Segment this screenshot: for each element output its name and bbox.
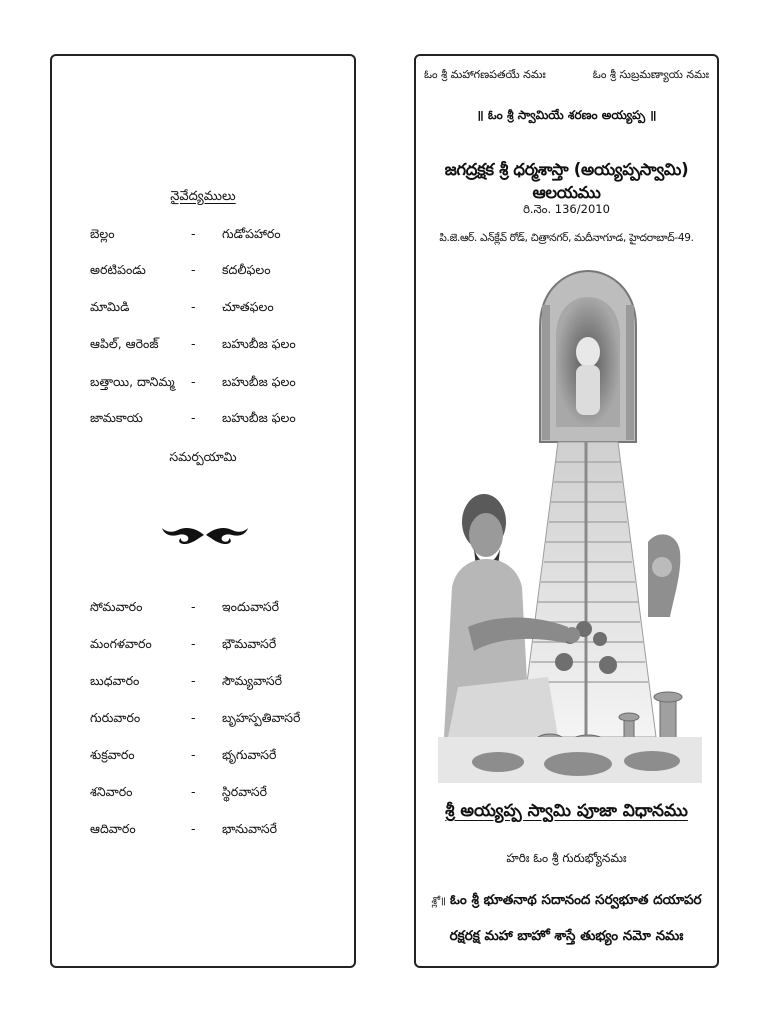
day-dash: - [191,784,196,799]
item-name: జామకాయ [90,410,143,425]
sharanam-title: ॥ ఓం శ్రీ స్వామియే శరణం అయ్యప్ప ॥ [476,108,657,122]
weekday-row [52,747,354,767]
day-name: సోమవారం [90,599,143,614]
naivedyam-row [52,336,354,356]
temple-deity-photo [438,267,702,783]
weekday-row [52,673,354,693]
naivedyam-row [52,262,354,282]
naivedyam-row [52,410,354,430]
day-value: భృగువాసరే [222,747,277,762]
naivedyam-row [52,299,354,319]
registration-number: రి.నెం. 136/2010 [523,202,610,216]
item-value: చూతఫలం [222,299,274,314]
item-name: బెల్లం [90,226,115,241]
pooja-vidhanam-title: శ్రీ అయ్యప్ప స్వామి పూజా విధానము [445,801,688,821]
temple-name: జగద్రక్షక శ్రీ ధర్మశాస్తా (అయ్యప్పస్వామి) ఆలయము [444,160,689,202]
item-value: కదలీఫలం [222,262,271,277]
right-panel [414,54,719,968]
day-dash: - [191,821,196,836]
item-dash: - [191,262,196,277]
day-dash: - [191,599,196,614]
item-dash: - [191,226,196,241]
day-dash: - [191,747,196,762]
item-value: గుడోపహారం [222,226,281,241]
item-dash: - [191,374,196,389]
weekday-row [52,636,354,656]
item-name: ఆపిల్, ఆరెంజ్ [90,336,159,351]
item-name: బత్తాయి, దానిమ్మ [90,374,175,389]
day-value: బృహస్పతివాసరే [222,710,301,725]
item-value: బహుబీజ ఫలం [222,336,296,351]
shloka-line-2: రక్షరక్ష మహా బాహో శాస్తే తుభ్యం నమో నమః [449,928,684,944]
shloka-line-1-text: ఓం శ్రీ భూతనాథ సదానంద సర్వభూత దయాపర [450,892,702,908]
day-name: శుక్రవారం [90,747,135,762]
weekday-row [52,599,354,619]
weekday-row [52,821,354,841]
ornament-divider-icon [160,524,250,546]
day-dash: - [191,710,196,725]
day-value: సౌమ్యవాసరే [222,673,283,688]
naivedyam-heading: నైవేద్యములు [170,189,236,204]
left-panel [50,54,356,968]
item-value: బహుబీజ ఫలం [222,374,296,389]
day-value: స్థిరవాసరే [222,784,268,799]
day-value: భానువాసరే [222,821,278,836]
item-name: మామిడి [90,299,130,314]
day-dash: - [191,636,196,651]
day-name: ఆదివారం [90,821,136,836]
item-dash: - [191,336,196,351]
item-name: అరటిపండు [90,262,146,277]
guru-namaskaram: హరిః ఓం శ్రీ గురుభ్యోనమః [506,851,627,865]
day-name: మంగళవారం [90,636,152,651]
naivedyam-row [52,226,354,246]
item-dash: - [191,410,196,425]
day-name: గురువారం [90,710,141,725]
weekday-row [52,784,354,804]
weekday-row [52,710,354,730]
day-value: ఇందువాసరే [222,599,280,614]
day-value: భౌమవాసరే [222,636,277,651]
subrahmanya-mantra: ఓం శ్రీ సుబ్రమణ్యాయ నమః [592,68,709,81]
item-dash: - [191,299,196,314]
samarpayami-text: సమర్పయామి [169,449,237,464]
temple-address: పి.జె.ఆర్. ఎన్‌క్లేవ్ రోడ్, చిత్రానగర్, మదీనాగూడ, హైదరాబాద్-49. [439,232,694,244]
shloka-line-1 [416,892,717,911]
day-dash: - [191,673,196,688]
naivedyam-row [52,374,354,394]
item-value: బహుబీజ ఫలం [222,410,296,425]
ganapati-mantra: ఓం శ్రీ మహాగణపతయే నమః [424,68,546,81]
day-name: బుధవారం [90,673,140,688]
shloka-prefix: శ్లో॥ [431,896,447,907]
day-name: శనివారం [90,784,133,799]
